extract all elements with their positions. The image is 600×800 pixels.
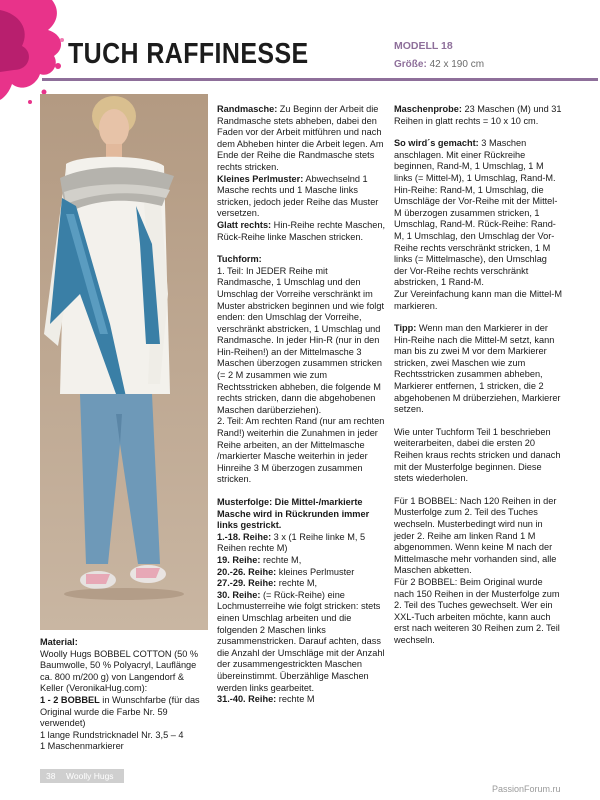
paragraph-maschenprobe [394, 104, 562, 127]
text-vereinfachung: Zur Vereinfachung kann man die Mittel-M markieren. [394, 288, 563, 311]
heading-tipp: Tipp: [394, 323, 417, 334]
row-27-29-text: rechte M, [276, 578, 318, 589]
heading-musterfolge-text: Musterfolge: Die Mittel-/markierte Masche wird in Rückrunden immer links gestrickt. [217, 497, 370, 531]
watermark: PassionForum.ru [492, 784, 561, 794]
material-yarn: Woolly Hugs BOBBEL COTTON (50 % Baumwolle, 50 % Polyacryl, Lauflänge ca. 800 m/200 g) von Langendorf & Keller (VeronikaHug.com): [40, 648, 199, 694]
row-31-40-text: rechte M [276, 694, 315, 705]
row-31-40 [217, 694, 385, 706]
text-tuchform-teil2: 2. Teil: Am rechten Rand (nur am rechten Rand!) weiterhin die Zunahmen in jeder Reihe arbeiten, an der Mittelmasche /markierter Masche weiterhin in jeder Hinreihe 3 M überzogen zusammen stricken. [217, 416, 385, 485]
paragraph-tipp [394, 323, 562, 416]
paragraph-perlmuster [217, 174, 385, 220]
page-number: 38 [46, 771, 56, 781]
text-randmasche: Zu Beginn der Arbeit die Randmasche stets abheben, dabei den Faden vor der Arbeit mitführen und nach dem Abheben hinter die Arbeit legen. Am Ende der Reihe die Randmasche stets rechts stricken. [217, 104, 384, 172]
heading-tuchform [217, 254, 385, 266]
instructions-column-2 [394, 104, 562, 647]
text-tuchform-teil1: 1. Teil: In JEDER Reihe mit Randmasche, 1 Umschlag und den Umschlag der Vorreihe verschränkt im Muster abstricken beginnen und wie folgt enden: den Umschlag der Vorreihe, verschränkt abstricken, 1 Umschlag und Randmasche. In jeder Hin-R (nur in den Hin-Reihen!) an der Mittelmasche 3 Maschen überzogen zusammen stricken (= 2 M zusammen wie zum Rechtsstricken abheben, die folgende M rechts stricken, dann die abgehobenen Maschen darüberziehen). [217, 265, 385, 415]
page-title: TUCH RAFFINESSE [68, 38, 309, 70]
text-2-bobbel: Für 2 BOBBEL: Beim Original wurde nach 150 Reihen in der Musterfolge zum 2. Teil des Tuches gewechselt. Wer ein XXL-Tuch arbeiten möchte, kann auch erst nach weiteren 30 Reihen zum 2. Teil wechseln. [394, 576, 560, 645]
heading-randmasche: Randmasche: [217, 104, 278, 114]
row-19 [217, 555, 385, 567]
size-label: Größe: [394, 59, 427, 70]
heading-so-wirds-gemacht: So wird´s gemacht: [394, 138, 479, 149]
row-30-label: 30. Reihe: [217, 589, 261, 600]
heading-glatt-rechts: Glatt rechts: [217, 219, 272, 230]
row-20-26-text: kleines Perlmuster [276, 566, 355, 577]
row-30 [217, 590, 385, 694]
instructions-column-1 [217, 104, 385, 706]
material-heading [40, 637, 208, 649]
material-bobbel [40, 695, 208, 730]
text-glatt-rechts: Hin-Reihe rechte Maschen, Rück-Reihe linke Maschen stricken. [217, 219, 385, 242]
row-1-18 [217, 532, 385, 555]
text-weiterarbeiten: Wie unter Tuchform Teil 1 beschrieben weiterarbeiten, dabei die ersten 20 Reihen kraus rechts stricken und danach mit der Musterfolge beginnen. Diese stets wiederholen. [394, 426, 561, 484]
material-bobbel-text: in Wunschfarbe (für das Original wurde die Farbe Nr. 59 verwendet) [40, 694, 200, 729]
row-30-text: (= Rück-Reihe) eine Lochmusterreihe wie folgt stricken: stets einen Umschlag arbeiten und die folgenden 2 Maschen links zusammenstricken. Darauf achten, dass die Anzahl der Umschläge mit der Anzahl der zusammengestrickten Maschen übereinstimmt. Überzählige Maschen werden links gearbeitet. [217, 589, 385, 693]
text-maschenprobe: 23 Maschen (M) und 31 Reihen in glatt rechts = 10 x 10 cm. [394, 104, 562, 126]
row-31-40-label: 31.-40. Reihe: [217, 694, 277, 705]
material-box [40, 637, 208, 753]
row-1-18-label: 1.-18. Reihe: [217, 531, 272, 542]
heading-tuchform-text: Tuchform: [217, 254, 262, 265]
text-perlmuster: Abwechselnd 1 Masche rechts und 1 Masche links stricken, jedoch jeder Reihe das Muster versetzen. [217, 173, 379, 219]
material-bobbel-label: 1 - 2 BOBBEL [40, 694, 100, 705]
row-20-26 [217, 567, 385, 579]
heading-maschenprobe: Maschenprobe: [394, 104, 462, 114]
row-19-label: 19. Reihe: [217, 554, 261, 565]
heading-perlmuster: Kleines Perlmuster: [217, 173, 304, 184]
paragraph-glatt-rechts [217, 220, 385, 243]
row-20-26-label: 20.-26. Reihe: [217, 566, 277, 577]
size-value: 42 x 190 cm [429, 59, 485, 70]
text-1-bobbel: Für 1 BOBBEL: Nach 120 Reihen in der Musterfolge zum 2. Teil des Tuches wechseln. Musterbedingt wird nun in jeder 2. Reihe am linken Rand 1 M abgenommen. Wenn keine M nach der Mittelmasche mehr vorhanden sind, alle Maschen abketten. [394, 495, 557, 576]
text-so-wirds-gemacht: 3 Maschen anschlagen. Mit einer Rückreihe beginnen, Rand-M, 1 Umschlag, 1 M links (= Mittel-M), 1 Umschlag, Rand-M. Hin-Reihe: Rand-M, 1 Umschlag, die Umschläge der Vor-Reihe mit der Mittel-M überzogen zusammen stricken, 1 Umschlag, Rand-M. Rück-Reihe: Rand-M, 1 Umschlag, den Umschlag der Vor-Reihe rechts verschränkt stricken, 1 M links (= Mittelmasche), den Umschlag der Vor-Reihe rechts verschränkt abstricken, 1 Rand-M. [394, 138, 558, 288]
material-needle: 1 lange Rundstricknadel Nr. 3,5 – 4 [40, 729, 184, 740]
paragraph-so-wirds-gemacht [394, 138, 562, 289]
text-tipp: Wenn man den Markierer in der Hin-Reihe nach die Mittel-M setzt, kann man bis zu zwei M vor dem Markierer stricken, zwei Maschen wie zum Rechtsstricken zusammen abheben, Markierer entfernen, 1 stricken, die 2 abgehobenen M drüberziehen, Markierer setzen. [394, 323, 561, 415]
row-1-18-text: 3 x (1 Reihe linke M, 5 Reihen rechte M) [217, 531, 366, 554]
row-27-29 [217, 578, 385, 590]
material-heading-text: Material: [40, 637, 78, 647]
paragraph-randmasche [217, 104, 385, 174]
magazine-name: Woolly Hugs [66, 771, 114, 781]
model-number: MODELL 18 [394, 40, 453, 52]
header-rule [42, 78, 598, 81]
row-27-29-label: 27.-29. Reihe: [217, 578, 277, 589]
model-photo [40, 94, 208, 630]
row-19-text: rechte M, [260, 554, 302, 565]
heading-musterfolge [217, 497, 385, 532]
model-size [394, 59, 484, 70]
material-marker: 1 Maschenmarkierer [40, 741, 124, 752]
